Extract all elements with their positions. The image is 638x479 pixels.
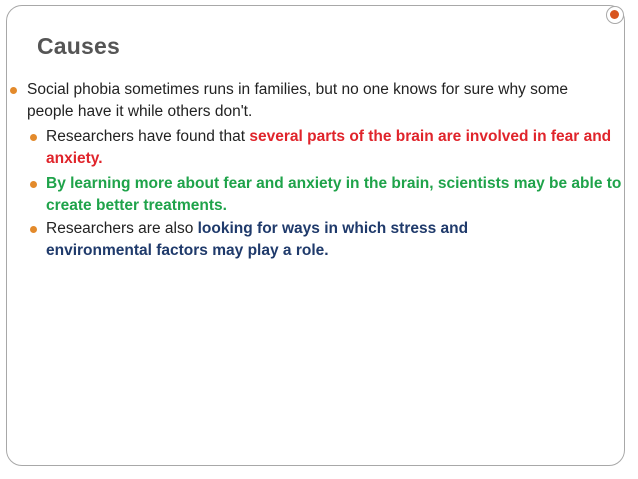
bullet-dot-icon <box>30 226 37 233</box>
bullet-item-4-highlight: looking for ways in which stress and environmental factors may play a role. <box>46 220 469 259</box>
bullet-item-2 <box>46 126 626 169</box>
bullet-item-2-highlight: several parts of the brain are involved in fear and anxiety. <box>46 128 612 167</box>
bullet-item-1 <box>27 79 607 122</box>
bullet-dot-icon <box>30 181 37 188</box>
bullet-item-2-prefix: Researchers have found that <box>46 128 250 145</box>
bullet-item-3-highlight: By learning more about fear and anxiety in the brain, scientists may be able to create better treatments. <box>46 175 622 214</box>
accent-circle-icon <box>606 6 624 24</box>
bullet-item-4-prefix: Researchers are also <box>46 220 198 237</box>
slide-title: Causes <box>37 33 121 59</box>
bullet-item-3 <box>46 173 626 216</box>
bullet-item-4 <box>46 218 546 261</box>
bullet-dot-icon <box>10 87 17 94</box>
bullet-dot-icon <box>30 134 37 141</box>
bullet-item-1-text: Social phobia sometimes runs in families, but no one knows for sure why some people have it while others don't. <box>27 81 569 120</box>
